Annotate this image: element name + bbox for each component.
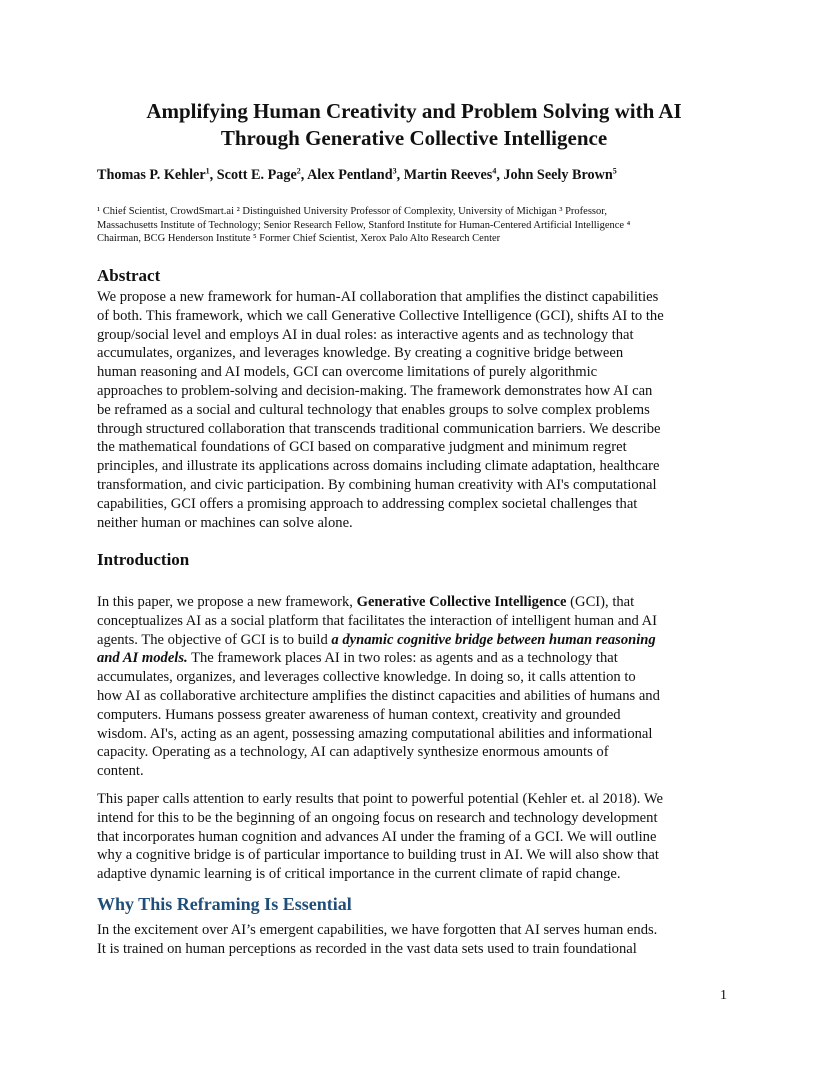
page-number: 1 [720, 988, 727, 1003]
emphasis-bridge: a dynamic cognitive bridge between human reasoning [331, 631, 656, 648]
title-line-1: Amplifying Human Creativity and Problem Solving with AI [146, 99, 682, 123]
abstract-heading: Abstract [97, 266, 161, 285]
author: Thomas P. Kehler$^1$, [97, 166, 217, 183]
affiliations [97, 205, 737, 246]
reframing-heading: Why This Reframing Is Essential [97, 894, 352, 914]
introduction-paragraph-2: This paper calls attention to early results that point to powerful potential (Kehler et. al 2018). We intend for this to be the beginning of an ongoing focus on research and technology development that incorporates human cognition and advances AI under the framing of a GCI. We will outline why a cognitive bridge is of particular importance to building trust in AI. We will also show that adaptive dynamic learning is of critical importance in the current climate of rapid change. [97, 791, 663, 883]
introduction-heading: Introduction [97, 550, 190, 569]
reframing-body: In the excitement over AI’s emergent capabilities, we have forgotten that AI serves human ends. It is trained on human perceptions as recorded in the vast data sets used to train foundational [97, 922, 658, 957]
author-list [97, 167, 617, 184]
author: Martin Reeves$^4$, [403, 166, 504, 183]
author: John Seely Brown$^5$ [503, 166, 617, 183]
affiliation-line: Massachusetts Institute of Technology; Senior Research Fellow, Stanford Institute for Human-Centered Artificial Intelligence ⁴ [97, 219, 631, 231]
author: Alex Pentland$^3$, [307, 166, 404, 183]
gci-term: Generative Collective Intelligence [356, 594, 567, 610]
author: Scott E. Page$^2$, [216, 166, 308, 183]
title-line-2: Through Generative Collective Intelligence [220, 126, 608, 150]
emphasis-ai-models: and AI models. [97, 650, 188, 667]
introduction-paragraph-1: In this paper, we propose a new framework, Generative Collective Intelligence (GCI), that conceptualizes AI as a social platform that facilitates the interaction of intelligent human and AI agents. The objective of GCI is to build a dynamic cognitive bridge between human reasoning and AI models. The framework places AI in two roles: as agents and as a technology that accumulates, organizes, and leverages collective knowledge. In doing so, it calls attention to how AI as collaborative architecture amplifies the distinct capacities and abilities of humans and computers. Humans possess greater awareness of human context, creativity and grounded wisdom. AI's, acting as an agent, possessing amazing computational abilities and informational capacity. Operating as a technology, AI can adaptively synthesize enormous amounts of content. [97, 594, 660, 780]
abstract-body: We propose a new framework for human-AI collaboration that amplifies the distinct capabilities of both. This framework, which we call Generative Collective Intelligence (GCI), shifts AI to the group/social level and employs AI in dual roles: as interactive agents and as technology that accumulates, organizes, and leverages knowledge. By creating a cognitive bridge between human reasoning and AI models, GCI can overcome limitations of purely algorithmic approaches to problem-solving and decision-making. The framework demonstrates how AI can be reframed as a social and cultural technology that enables groups to solve complex problems through structured collaboration that transcends traditional communication barriers. We describe the mathematical foundations of GCI based on comparative judgment and minimum regret principles, and illustrate its applications across domains including climate adaptation, healthcare transformation, and civic participation. By combining human creativity with AI's computational capabilities, GCI offers a promising approach to addressing complex societal challenges that neither human or machines can solve alone. [97, 289, 664, 531]
affiliation-line: Chairman, BCG Henderson Institute ⁵ Former Chief Scientist, Xerox Palo Alto Research Center [97, 233, 501, 244]
paper-title [60, 98, 768, 152]
affiliation-line: ¹ Chief Scientist, CrowdSmart.ai ² Distinguished University Professor of Complexity, University of Michigan ³ Professor, [97, 206, 607, 217]
